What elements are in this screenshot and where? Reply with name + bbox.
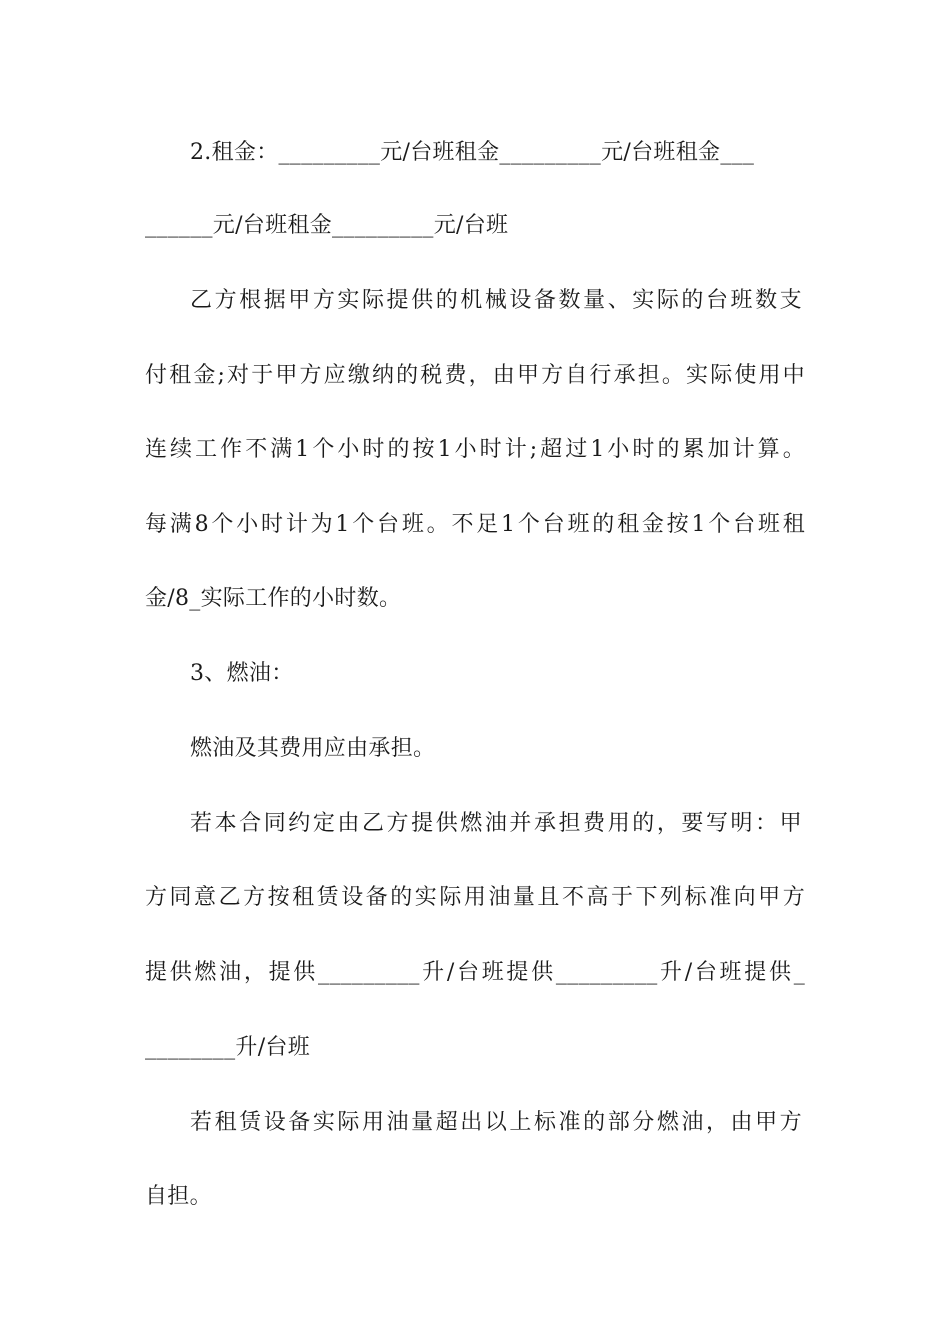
- paragraph-payment-line-3: 连续工作不满1个小时的按1小时计;超过1小时的累加计算。: [145, 437, 805, 462]
- section-heading-fuel: 3、燃油：: [190, 661, 294, 686]
- paragraph-rent-line-2: ______元/台班租金_________元/台班: [145, 213, 509, 238]
- paragraph-payment-line-4: 每满8个小时计为1个台班。不足1个台班的租金按1个台班租: [145, 512, 805, 537]
- paragraph-fuel-supply-line-2: 方同意乙方按租赁设备的实际用油量且不高于下列标准向甲方: [145, 885, 805, 910]
- paragraph-excess-fuel-line-1: 若租赁设备实际用油量超出以上标准的部分燃油，由甲方: [190, 1110, 802, 1135]
- paragraph-excess-fuel-line-2: 自担。: [145, 1184, 212, 1209]
- paragraph-payment-line-5: 金/8_实际工作的小时数。: [145, 586, 402, 611]
- paragraph-fuel-cost: 燃油及其费用应由承担。: [190, 736, 436, 761]
- paragraph-rent-line-1: 2.租金：_________元/台班租金_________元/台班租金___: [190, 140, 755, 165]
- paragraph-payment-line-2: 付租金;对于甲方应缴纳的税费，由甲方自行承担。实际使用中: [145, 363, 805, 388]
- paragraph-payment-line-1: 乙方根据甲方实际提供的机械设备数量、实际的台班数支: [190, 288, 802, 313]
- paragraph-fuel-supply-line-3: 提供燃油，提供_________升/台班提供_________升/台班提供_: [145, 960, 805, 985]
- paragraph-fuel-supply-line-1: 若本合同约定由乙方提供燃油并承担费用的，要写明：甲: [190, 811, 802, 836]
- paragraph-fuel-supply-line-4: ________升/台班: [145, 1035, 311, 1060]
